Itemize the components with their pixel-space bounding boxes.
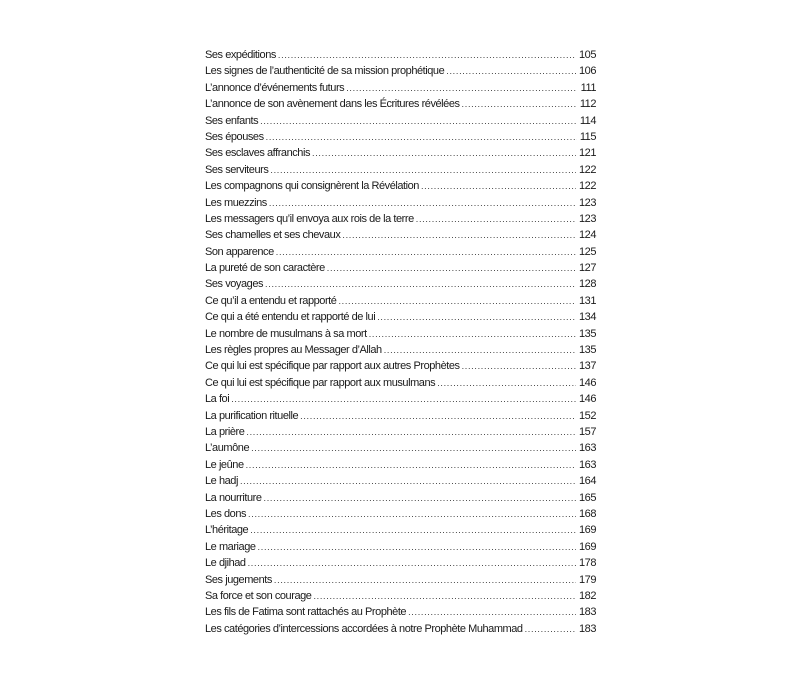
toc-entry-title: Les règles propres au Messager d’Allah bbox=[205, 344, 382, 357]
toc-entry-title: Le jeûne bbox=[205, 458, 244, 471]
toc-entry bbox=[205, 621, 596, 637]
toc-dot-leader bbox=[260, 113, 577, 129]
toc-dot-leader bbox=[462, 358, 576, 374]
toc-entry-page-number: 182 bbox=[578, 589, 596, 602]
toc-dot-leader bbox=[265, 276, 576, 292]
toc-entry-page-number: 123 bbox=[578, 212, 596, 225]
toc-entry-page-number: 115 bbox=[579, 130, 596, 143]
toc-dot-leader bbox=[446, 63, 576, 79]
toc-entry-title: Le nombre de musulmans à sa mort bbox=[205, 327, 367, 340]
toc-dot-leader bbox=[246, 424, 576, 440]
toc-entry-page-number: 134 bbox=[578, 311, 596, 324]
toc-entry-title: Les fils de Fatima sont rattachés au Prophète bbox=[205, 606, 407, 619]
toc-entry-title: La purification rituelle bbox=[205, 409, 299, 422]
toc-dot-leader bbox=[437, 375, 576, 391]
toc-entry bbox=[205, 96, 596, 112]
toc-entry-page-number: 183 bbox=[578, 622, 596, 635]
toc-entry-page-number: 122 bbox=[578, 180, 596, 193]
toc-entry-page-number: 135 bbox=[578, 344, 596, 357]
toc-dot-leader bbox=[276, 244, 576, 260]
toc-entry bbox=[205, 375, 596, 391]
toc-entry-title: Ses serviteurs bbox=[205, 163, 269, 176]
toc-dot-leader bbox=[369, 326, 576, 342]
toc-entry bbox=[205, 276, 596, 292]
toc-entry bbox=[205, 358, 596, 374]
toc-entry bbox=[205, 506, 596, 522]
toc-entry-page-number: 163 bbox=[578, 458, 596, 471]
toc-dot-leader bbox=[346, 80, 577, 96]
toc-entry bbox=[205, 244, 596, 260]
toc-entry bbox=[205, 260, 596, 276]
toc-entry bbox=[205, 391, 596, 407]
toc-entry-title: Les catégories d’intercessions accordées à notre Prophète Muhammad bbox=[205, 622, 523, 635]
toc-entry-title: La foi bbox=[205, 393, 230, 406]
toc-entry-title: Ses esclaves affranchis bbox=[205, 147, 311, 160]
toc-entry-title: Ses épouses bbox=[205, 130, 264, 143]
toc-entry-page-number: 183 bbox=[578, 606, 596, 619]
toc-dot-leader bbox=[231, 391, 576, 407]
toc-entry-title: La prière bbox=[205, 425, 245, 438]
toc-entry bbox=[205, 424, 596, 440]
toc-entry-title: Ce qu’il a entendu et rapporté bbox=[205, 294, 337, 307]
toc-entry-title: Les compagnons qui consignèrent la Révélation bbox=[205, 180, 419, 193]
toc-entry bbox=[205, 555, 596, 571]
toc-dot-leader bbox=[258, 539, 576, 555]
toc-entry-title: Ses chamelles et ses chevaux bbox=[205, 229, 341, 242]
toc-entry-page-number: 111 bbox=[580, 81, 596, 94]
toc-entry-title: Ses jugements bbox=[205, 573, 272, 586]
toc-entry-title: L’annonce d’événements futurs bbox=[205, 81, 345, 94]
toc-entry bbox=[205, 145, 596, 161]
toc-entry-page-number: 114 bbox=[579, 114, 596, 127]
toc-entry-page-number: 178 bbox=[578, 557, 596, 570]
toc-dot-leader bbox=[266, 129, 577, 145]
toc-dot-leader bbox=[384, 342, 576, 358]
toc-entry-page-number: 122 bbox=[578, 163, 596, 176]
toc-entry-page-number: 121 bbox=[578, 147, 596, 160]
toc-entry bbox=[205, 457, 596, 473]
toc-entry-page-number: 127 bbox=[578, 262, 596, 275]
toc-dot-leader bbox=[462, 96, 577, 112]
toc-entry-title: Son apparence bbox=[205, 245, 274, 258]
table-of-contents bbox=[205, 47, 596, 637]
toc-entry-page-number: 169 bbox=[578, 524, 596, 537]
toc-entry bbox=[205, 63, 596, 79]
toc-entry-page-number: 125 bbox=[578, 245, 596, 258]
toc-entry bbox=[205, 473, 596, 489]
toc-dot-leader bbox=[278, 47, 576, 63]
toc-entry-page-number: 152 bbox=[578, 409, 596, 422]
toc-dot-leader bbox=[246, 457, 576, 473]
toc-entry-page-number: 168 bbox=[578, 507, 596, 520]
toc-entry-title: Ce qui a été entendu et rapporté de lui bbox=[205, 311, 376, 324]
toc-entry bbox=[205, 408, 596, 424]
toc-entry bbox=[205, 162, 596, 178]
toc-entry bbox=[205, 211, 596, 227]
toc-dot-leader bbox=[313, 588, 576, 604]
toc-entry bbox=[205, 588, 596, 604]
toc-entry-title: Sa force et son courage bbox=[205, 589, 312, 602]
toc-entry bbox=[205, 604, 596, 620]
toc-entry-title: La pureté de son caractère bbox=[205, 262, 325, 275]
toc-dot-leader bbox=[251, 440, 576, 456]
toc-entry-title: Les dons bbox=[205, 507, 247, 520]
toc-entry-title: Les muezzins bbox=[205, 196, 267, 209]
toc-entry-page-number: 137 bbox=[578, 360, 596, 373]
toc-dot-leader bbox=[377, 309, 576, 325]
toc-entry bbox=[205, 490, 596, 506]
toc-entry bbox=[205, 293, 596, 309]
toc-dot-leader bbox=[327, 260, 576, 276]
toc-entry-title: L’annonce de son avènement dans les Écritures révélées bbox=[205, 98, 460, 111]
toc-entry-page-number: 157 bbox=[578, 425, 596, 438]
toc-dot-leader bbox=[408, 604, 576, 620]
toc-entry bbox=[205, 129, 596, 145]
toc-entry-page-number: 169 bbox=[578, 540, 596, 553]
toc-entry-title: Le mariage bbox=[205, 540, 256, 553]
toc-entry-page-number: 123 bbox=[578, 196, 596, 209]
toc-entry-title: Ses enfants bbox=[205, 114, 259, 127]
toc-entry-page-number: 135 bbox=[578, 327, 596, 340]
toc-dot-leader bbox=[342, 227, 576, 243]
toc-entry bbox=[205, 113, 596, 129]
toc-entry-page-number: 163 bbox=[578, 442, 596, 455]
toc-entry-title: L’héritage bbox=[205, 524, 249, 537]
toc-entry-title: Ses expéditions bbox=[205, 49, 276, 61]
toc-dot-leader bbox=[300, 408, 576, 424]
toc-entry bbox=[205, 227, 596, 243]
toc-entry-page-number: 131 bbox=[578, 294, 596, 307]
toc-entry bbox=[205, 440, 596, 456]
toc-entry-title: Les messagers qu’il envoya aux rois de la terre bbox=[205, 212, 414, 225]
toc-dot-leader bbox=[248, 555, 576, 571]
toc-entry-page-number: 146 bbox=[578, 376, 596, 389]
toc-entry-page-number: 164 bbox=[578, 475, 596, 488]
toc-entry bbox=[205, 342, 596, 358]
toc-entry bbox=[205, 326, 596, 342]
toc-entry bbox=[205, 47, 596, 63]
toc-dot-leader bbox=[421, 178, 576, 194]
toc-entry bbox=[205, 539, 596, 555]
toc-entry bbox=[205, 522, 596, 538]
toc-entry-title: Ce qui lui est spécifique par rapport aux autres Prophètes bbox=[205, 360, 460, 373]
toc-entry-page-number: 124 bbox=[578, 229, 596, 242]
toc-entry bbox=[205, 178, 596, 194]
toc-entry bbox=[205, 195, 596, 211]
toc-dot-leader bbox=[416, 211, 576, 227]
toc-entry-page-number: 105 bbox=[578, 49, 596, 61]
toc-entry bbox=[205, 309, 596, 325]
toc-dot-leader bbox=[338, 293, 576, 309]
toc-dot-leader bbox=[240, 473, 576, 489]
toc-entry-title: Le djihad bbox=[205, 557, 246, 570]
toc-entry-title: La nourriture bbox=[205, 491, 262, 504]
toc-entry-page-number: 165 bbox=[578, 491, 596, 504]
toc-dot-leader bbox=[312, 145, 576, 161]
toc-dot-leader bbox=[264, 490, 576, 506]
toc-entry-page-number: 128 bbox=[578, 278, 596, 291]
toc-entry-title: Les signes de l’authenticité de sa mission prophétique bbox=[205, 65, 445, 78]
toc-dot-leader bbox=[250, 522, 576, 538]
toc-entry-page-number: 112 bbox=[579, 98, 596, 111]
toc-entry-page-number: 146 bbox=[578, 393, 596, 406]
toc-dot-leader bbox=[274, 572, 576, 588]
toc-entry-title: Ce qui lui est spécifique par rapport aux musulmans bbox=[205, 376, 436, 389]
toc-dot-leader bbox=[269, 195, 576, 211]
toc-entry bbox=[205, 572, 596, 588]
toc-dot-leader bbox=[270, 162, 576, 178]
toc-entry-title: L’aumône bbox=[205, 442, 250, 455]
toc-entry-page-number: 106 bbox=[578, 65, 596, 78]
toc-entry-title: Ses voyages bbox=[205, 278, 264, 291]
toc-entry-page-number: 179 bbox=[578, 573, 596, 586]
toc-dot-leader bbox=[248, 506, 576, 522]
toc-entry-title: Le hadj bbox=[205, 475, 238, 488]
toc-dot-leader bbox=[525, 621, 576, 637]
toc-entry bbox=[205, 80, 596, 96]
